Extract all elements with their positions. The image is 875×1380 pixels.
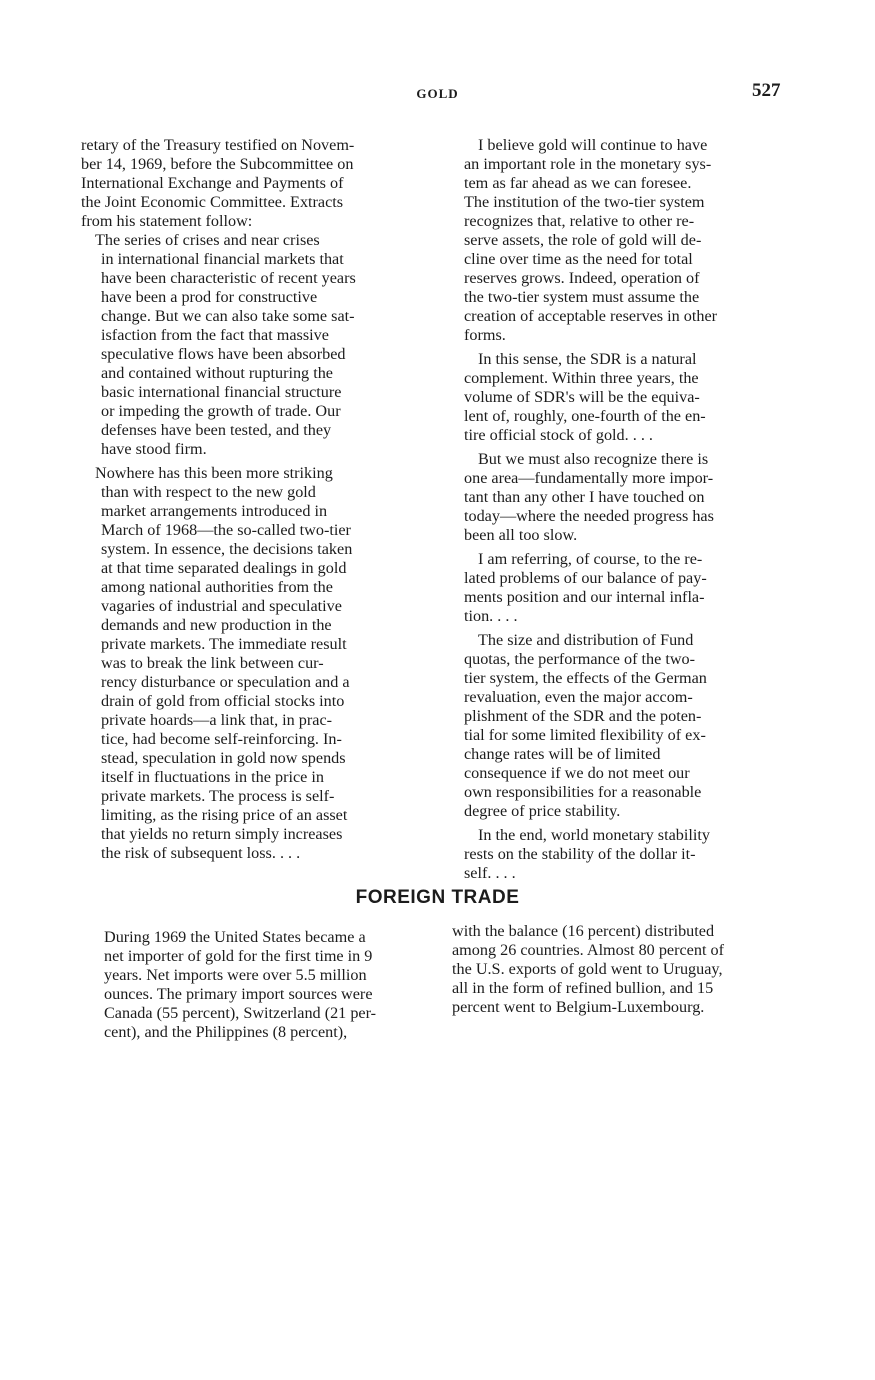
text-line: lent of, roughly, one-fourth of the en- (464, 407, 706, 425)
running-header-title: GOLD (416, 86, 459, 101)
page-number: 527 (752, 80, 781, 101)
text-line: have stood firm. (101, 440, 207, 458)
text-line: in international financial markets that (101, 250, 344, 268)
text-line: private markets. The immediate result (101, 635, 347, 653)
text-line: consequence if we do not meet our (464, 764, 690, 782)
text-line: tice, had become self-reinforcing. In- (101, 730, 342, 748)
text-line: the risk of subsequent loss. . . . (101, 844, 301, 862)
text-line: tier system, the effects of the German (464, 669, 707, 687)
text-line: have been a prod for constructive (101, 288, 318, 306)
text-line: tem as far ahead as we can foresee. (464, 174, 692, 192)
text-line: have been characteristic of recent years (101, 269, 356, 287)
text-line: March of 1968—the so-called two-tier (101, 521, 351, 539)
text-line: among 26 countries. Almost 80 percent of (452, 941, 724, 959)
text-line: The size and distribution of Fund (478, 631, 694, 649)
text-line: self. . . . (464, 864, 516, 882)
text-line: lated problems of our balance of pay- (464, 569, 707, 587)
text-line: recognizes that, relative to other re- (464, 212, 695, 230)
text-line: change. But we can also take some sat- (101, 307, 355, 325)
text-line: market arrangements introduced in (101, 502, 328, 520)
text-line: rency disturbance or speculation and a (101, 673, 350, 691)
text-line: system. In essence, the decisions taken (101, 540, 353, 558)
text-line: ber 14, 1969, before the Subcommittee on (81, 155, 354, 173)
text-line: forms. (464, 326, 506, 344)
text-line: volume of SDR's will be the equiva- (464, 388, 700, 406)
text-line: tion. . . . (464, 607, 518, 625)
text-line: tire official stock of gold. . . . (464, 426, 653, 444)
text-line: with the balance (16 percent) distributed (452, 922, 715, 940)
text-line: private hoards—a link that, in prac- (101, 711, 333, 729)
text-line: isfaction from the fact that massive (101, 326, 329, 344)
text-line: was to break the link between cur- (101, 654, 324, 672)
section-heading: FOREIGN TRADE (355, 887, 520, 908)
text-line: that yields no return simply increases (101, 825, 343, 843)
text-line: tial for some limited flexibility of ex- (464, 726, 706, 744)
text-line: change rates will be of limited (464, 745, 661, 763)
text-line: limiting, as the rising price of an asset (101, 806, 348, 824)
text-line: stead, speculation in gold now spends (101, 749, 346, 767)
text-line: quotas, the performance of the two- (464, 650, 696, 668)
text-line: among national authorities from the (101, 578, 333, 596)
text-line: today—where the needed progress has (464, 507, 714, 525)
text-line: years. Net imports were over 5.5 million (104, 966, 367, 984)
text-line: and contained without rupturing the (101, 364, 333, 382)
text-line: speculative flows have been absorbed (101, 345, 346, 363)
text-line: from his statement follow: (81, 212, 253, 230)
text-line: retary of the Treasury testified on Novem- (81, 136, 355, 154)
text-line: creation of acceptable reserves in other (464, 307, 718, 325)
text-line: revaluation, even the major accom- (464, 688, 693, 706)
text-line: cent), and the Philippines (8 percent), (104, 1023, 348, 1041)
text-line: Canada (55 percent), Switzerland (21 per- (104, 1004, 377, 1022)
text-line: an important role in the monetary sys- (464, 155, 712, 173)
text-line: In the end, world monetary stability (478, 826, 710, 844)
text-line: plishment of the SDR and the poten- (464, 707, 702, 725)
text-line: one area—fundamentally more impor- (464, 469, 714, 487)
text-line: International Exchange and Payments of (81, 174, 344, 192)
text-line: The institution of the two-tier system (464, 193, 705, 211)
text-line: rests on the stability of the dollar it- (464, 845, 696, 863)
right-column-text (464, 136, 717, 883)
text-line: been all too slow. (464, 526, 578, 544)
text-line: net importer of gold for the first time in 9 (104, 947, 373, 965)
left-column-foreign-trade (104, 928, 376, 1042)
text-line: itself in fluctuations in the price in (101, 768, 324, 786)
text-line: The series of crises and near crises (95, 231, 320, 249)
text-line: or impeding the growth of trade. Our (101, 402, 341, 420)
text-line: private markets. The process is self- (101, 787, 335, 805)
right-column-foreign-trade (452, 922, 724, 1017)
text-line: I am referring, of course, to the re- (478, 550, 703, 568)
text-line: than with respect to the new gold (101, 483, 316, 501)
left-column-text (81, 136, 356, 863)
text-line: vagaries of industrial and speculative (101, 597, 342, 615)
text-line: percent went to Belgium-Luxembourg. (452, 998, 705, 1016)
text-line: at that time separated dealings in gold (101, 559, 347, 577)
text-line: the Joint Economic Committee. Extracts (81, 193, 344, 211)
text-line: ounces. The primary import sources were (104, 985, 373, 1003)
text-line: defenses have been tested, and they (101, 421, 332, 439)
text-line: Nowhere has this been more striking (95, 464, 333, 482)
text-line: serve assets, the role of gold will de- (464, 231, 702, 249)
text-line: I believe gold will continue to have (478, 136, 708, 154)
text-line: own responsibilities for a reasonable (464, 783, 702, 801)
text-line: demands and new production in the (101, 616, 332, 634)
text-line: all in the form of refined bullion, and 15 (452, 979, 714, 997)
text-line: In this sense, the SDR is a natural (478, 350, 697, 368)
text-line: basic international financial structure (101, 383, 342, 401)
text-line: But we must also recognize there is (478, 450, 709, 468)
text-line: drain of gold from official stocks into (101, 692, 345, 710)
text-line: cline over time as the need for total (464, 250, 693, 268)
text-line: ments position and our internal infla- (464, 588, 705, 606)
text-line: During 1969 the United States became a (104, 928, 366, 946)
text-line: complement. Within three years, the (464, 369, 699, 387)
text-line: the U.S. exports of gold went to Uruguay, (452, 960, 723, 978)
text-line: degree of price stability. (464, 802, 621, 820)
text-line: reserves grows. Indeed, operation of (464, 269, 700, 287)
text-line: tant than any other I have touched on (464, 488, 705, 506)
text-line: the two-tier system must assume the (464, 288, 700, 306)
